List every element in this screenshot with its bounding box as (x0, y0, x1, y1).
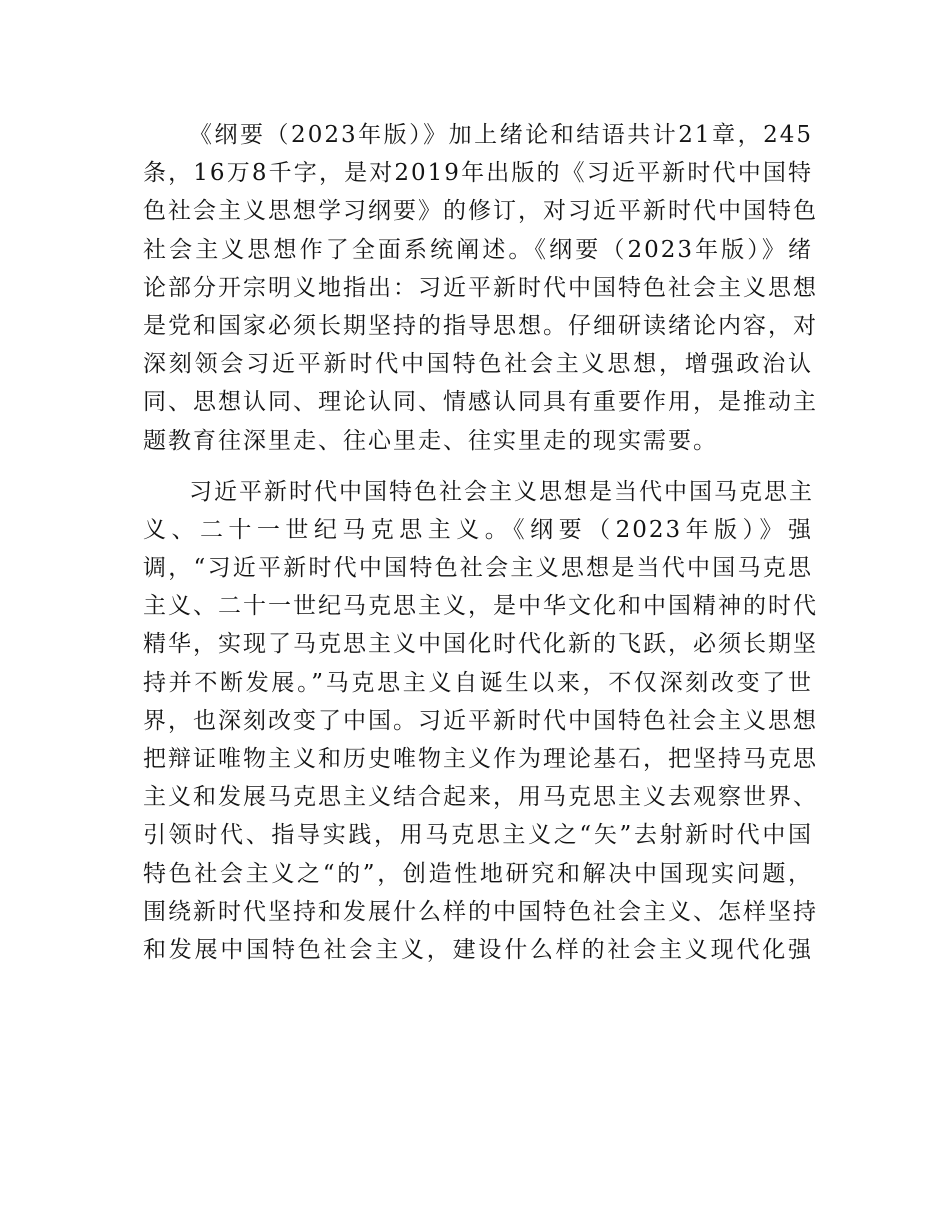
text-line: 持并不断发展。”马克思主义自诞生以来，不仅深刻改变了世 (143, 669, 813, 696)
text-line: 把辩证唯物主义和历史唯物主义作为理论基石，把坚持马克思 (143, 746, 818, 772)
text-line: 论部分开宗明义地指出：习近平新时代中国特色社会主义思想 (143, 274, 818, 301)
text-line: 社会主义思想作了全面系统阐述。《纲要（2023年版）》绪 (143, 236, 813, 263)
text-line: 特色社会主义之“的”，创造性地研究和解决中国现实问题， (143, 860, 813, 887)
text-line: 主义和发展马克思主义结合起来，用马克思主义去观察世界、 (143, 784, 818, 811)
text-line: 引领时代、指导实践，用马克思主义之“矢”去射新时代中国 (143, 822, 813, 849)
text-line: 条，16万8千字，是对2019年出版的《习近平新时代中国特 (143, 160, 813, 187)
text-line: 围绕新时代坚持和发展什么样的中国特色社会主义、怎样坚持 (143, 898, 818, 925)
text-line: 主义、二十一世纪马克思主义，是中华文化和中国精神的时代 (143, 593, 818, 620)
text-line: 色社会主义思想学习纲要》的修订，对习近平新时代中国特色 (143, 198, 818, 225)
document-body (143, 116, 818, 969)
text-line: 界，也深刻改变了中国。习近平新时代中国特色社会主义思想 (143, 707, 818, 734)
paragraph-1 (143, 116, 818, 460)
text-line: 调，“习近平新时代中国特色社会主义思想是当代中国马克思 (143, 555, 813, 582)
text-line: 精华，实现了马克思主义中国化时代化新的飞跃，必须长期坚 (143, 631, 818, 658)
text-line: 题教育往深里走、往心里走、往实里走的现实需要。 (143, 427, 718, 454)
text-line: 深刻领会习近平新时代中国特色社会主义思想，增强政治认 (143, 351, 813, 378)
text-line: 《纲要（2023年版）》加上绪论和结语共计21章，245 (189, 122, 813, 148)
text-line: 义、二十一世纪马克思主义。《纲要（2023年版）》强 (143, 516, 813, 543)
text-line: 同、思想认同、理论认同、情感认同具有重要作用，是推动主 (143, 389, 818, 416)
text-line: 和发展中国特色社会主义，建设什么样的社会主义现代化强 (143, 936, 813, 963)
text-line: 是党和国家必须长期坚持的指导思想。仔细研读绪论内容，对 (143, 312, 818, 339)
text-line: 习近平新时代中国特色社会主义思想是当代中国马克思主 (189, 478, 814, 505)
paragraph-2 (143, 473, 818, 969)
